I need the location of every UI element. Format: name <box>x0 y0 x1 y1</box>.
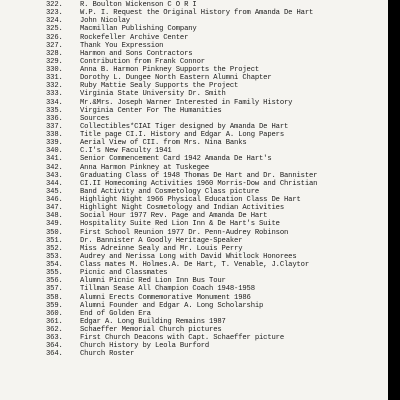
list-item <box>46 253 317 261</box>
entry-text: John Nicolay <box>80 17 130 26</box>
list-item <box>46 310 317 318</box>
entry-text: Dr. Bannister A Goodly Heritage-Speaker <box>80 236 243 245</box>
list-item <box>46 155 317 163</box>
entry-number: 338. <box>46 131 63 139</box>
list-item <box>46 115 317 123</box>
entry-number: 345. <box>46 187 63 196</box>
list-item <box>46 164 317 172</box>
list-item <box>46 318 317 326</box>
entry-number: 356. <box>46 277 63 286</box>
entry-text: Dorothy L. Dungee North Eastern Alumni Chapter <box>80 74 272 83</box>
entry-text: Tillman Sease All Champion Coach 1948-1958 <box>80 285 255 294</box>
entry-number: 349. <box>46 220 63 229</box>
list-item <box>46 147 317 155</box>
entry-number: 335. <box>46 106 63 115</box>
entry-text: Sources <box>80 114 110 123</box>
entry-number: 323. <box>46 9 63 18</box>
list-item <box>46 17 317 25</box>
entry-text: Picnic and Classmates <box>80 269 168 278</box>
list-item <box>46 172 317 180</box>
entry-number: 364. <box>46 350 63 359</box>
list-item <box>46 326 317 334</box>
entry-text: Class mates M. Holmes.A. De Hart, T. Venable, J.Claytor <box>80 261 309 269</box>
entry-number: 332. <box>46 82 63 91</box>
list-item <box>46 50 317 58</box>
entry-number: 334. <box>46 98 63 107</box>
entry-text: Graduating Class of 1948 Thomas De Hart and Dr. Bannister <box>80 171 318 180</box>
entry-number: 346. <box>46 196 63 204</box>
entry-number: 362. <box>46 326 63 334</box>
entry-text: Rockefeller Archive Center <box>80 33 189 42</box>
entry-text: Alumni Founder and Edgar A. Long Scholarship <box>80 301 264 310</box>
list-item <box>46 99 317 107</box>
entry-text: Thank You Expression <box>80 41 164 50</box>
entry-number: 352. <box>46 244 63 253</box>
entry-text: Alumni Erects Commemorative Monument 1986 <box>80 293 251 302</box>
entry-text: Edgar A. Long Building Remains 1987 <box>80 317 226 326</box>
entry-number: 340. <box>46 147 63 156</box>
list-item <box>46 9 317 17</box>
entry-text: Miss Adreinne Sealy and Mr. Louis Perry <box>80 244 243 253</box>
entry-number: 344. <box>46 179 63 188</box>
entry-text: Harmon and Sons Contractors <box>80 49 193 58</box>
list-item <box>46 285 317 293</box>
entry-text: Highlight Night Cosmetology and Indian Activities <box>80 204 284 213</box>
list-item <box>46 58 317 66</box>
entry-text: CI.II Homecoming Activities 1960 Morris-Dow and Christian <box>80 179 318 188</box>
list-item <box>46 34 317 42</box>
list-item <box>46 229 317 237</box>
entry-text: End of Golden Era <box>80 309 151 318</box>
list-item <box>46 237 317 245</box>
entry-number: 326. <box>46 33 63 42</box>
entry-number: 325. <box>46 25 63 34</box>
list-item <box>46 204 317 212</box>
entry-text: Contribution from Frank Connor <box>80 57 205 66</box>
list-item <box>46 188 317 196</box>
entry-number: 329. <box>46 57 63 66</box>
entry-text: Hospitality Suite Red Lion Inn & De Hart's Suite <box>80 220 280 229</box>
list-item <box>46 334 317 342</box>
entry-number: 357. <box>46 285 63 294</box>
entry-text: Church Roster <box>80 350 135 359</box>
entry-text: Aerial View of CII. from Mrs. Nina Banks <box>80 139 247 148</box>
entry-number: 360. <box>46 309 63 318</box>
entry-number: 327. <box>46 41 63 50</box>
entry-number: 364. <box>46 342 63 351</box>
list-item <box>46 66 317 74</box>
entry-number: 354. <box>46 261 63 269</box>
entry-number: 322. <box>46 1 63 9</box>
list-item <box>46 90 317 98</box>
entry-text: Anna Harmon Pinkney at Tuskegee <box>80 163 210 172</box>
list-item <box>46 302 317 310</box>
entry-number: 336. <box>46 114 63 123</box>
list-item <box>46 261 317 269</box>
entry-text: First Church Deacons with Capt. Schaeffer picture <box>80 334 284 343</box>
entry-number: 351. <box>46 236 63 245</box>
entry-number: 353. <box>46 252 63 261</box>
entry-number: 343. <box>46 171 63 180</box>
entry-text: C.I's New Faculty 1941 <box>80 147 172 156</box>
entry-text: Mr.&Mrs. Joseph Warner Interested in Family History <box>80 98 293 107</box>
list-item <box>46 350 317 358</box>
entry-number: 355. <box>46 269 63 278</box>
list-item <box>46 245 317 253</box>
list-item <box>46 1 317 9</box>
list-item <box>46 269 317 277</box>
list-item <box>46 294 317 302</box>
entry-text: R. Boulton Wickenson C O R I <box>80 1 197 9</box>
entry-text: Senior Commencement Card 1942 Amanda De Hart's <box>80 155 272 164</box>
list-item <box>46 180 317 188</box>
entry-number: 339. <box>46 139 63 148</box>
entry-number: 358. <box>46 293 63 302</box>
entry-text: Band Activity and Cosmetology Class picture <box>80 187 260 196</box>
list-item <box>46 139 317 147</box>
entry-text: Church History by Leola Burford <box>80 342 210 351</box>
entry-number: 347. <box>46 204 63 213</box>
entry-number: 342. <box>46 163 63 172</box>
entry-text: Social Hour 1977 Rev. Page and Amanda De Hart <box>80 212 268 221</box>
entry-text: Ruby Mattie Sealy Supports the Project <box>80 82 239 91</box>
entry-number: 337. <box>46 122 63 131</box>
entry-number: 363. <box>46 334 63 343</box>
list-item <box>46 196 317 204</box>
entry-number: 361. <box>46 317 63 326</box>
entry-text: Collectibles*CIAI Tiger designed by Amanda De Hart <box>80 122 289 131</box>
entry-number: 328. <box>46 49 63 58</box>
entry-text: Title page CI.I. History and Edgar A. Long Papers <box>80 131 284 139</box>
entry-text: Anna B. Harmon Pinkney Supports the Project <box>80 66 260 74</box>
entry-text: Audrey and Nerissa Long with David Whitlock Honorees <box>80 252 297 261</box>
list-item <box>46 342 317 350</box>
entry-number: 333. <box>46 90 63 99</box>
list-item <box>46 220 317 228</box>
list-item <box>46 212 317 220</box>
entry-number: 350. <box>46 228 63 237</box>
entry-text: Schaeffer Memorial Church pictures <box>80 326 222 334</box>
entry-number: 331. <box>46 74 63 83</box>
entry-list <box>46 1 317 359</box>
list-item <box>46 25 317 33</box>
entry-text: Virginia State University Dr. Smith <box>80 90 226 99</box>
entry-number: 324. <box>46 17 63 26</box>
entry-number: 348. <box>46 212 63 221</box>
entry-text: Highlight Night 1966 Physical Education Class De Hart <box>80 196 301 204</box>
entry-text: W.P. I. Request the Original History from Amanda De Hart <box>80 9 314 18</box>
entry-number: 330. <box>46 66 63 74</box>
list-item <box>46 107 317 115</box>
list-item <box>46 82 317 90</box>
entry-number: 341. <box>46 155 63 164</box>
entry-text: First School Reunion 1977 Dr. Penn-Audrey Robinson <box>80 228 289 237</box>
entry-text: Macmillan Publishing Company <box>80 25 197 34</box>
list-item <box>46 277 317 285</box>
list-item <box>46 131 317 139</box>
entry-text: Alumni Picnic Red Lion Inn Bus Tour <box>80 277 226 286</box>
entry-text: Virginia Center For The Humanities <box>80 106 222 115</box>
list-item <box>46 123 317 131</box>
list-item <box>46 42 317 50</box>
entry-number: 359. <box>46 301 63 310</box>
list-item <box>46 74 317 82</box>
